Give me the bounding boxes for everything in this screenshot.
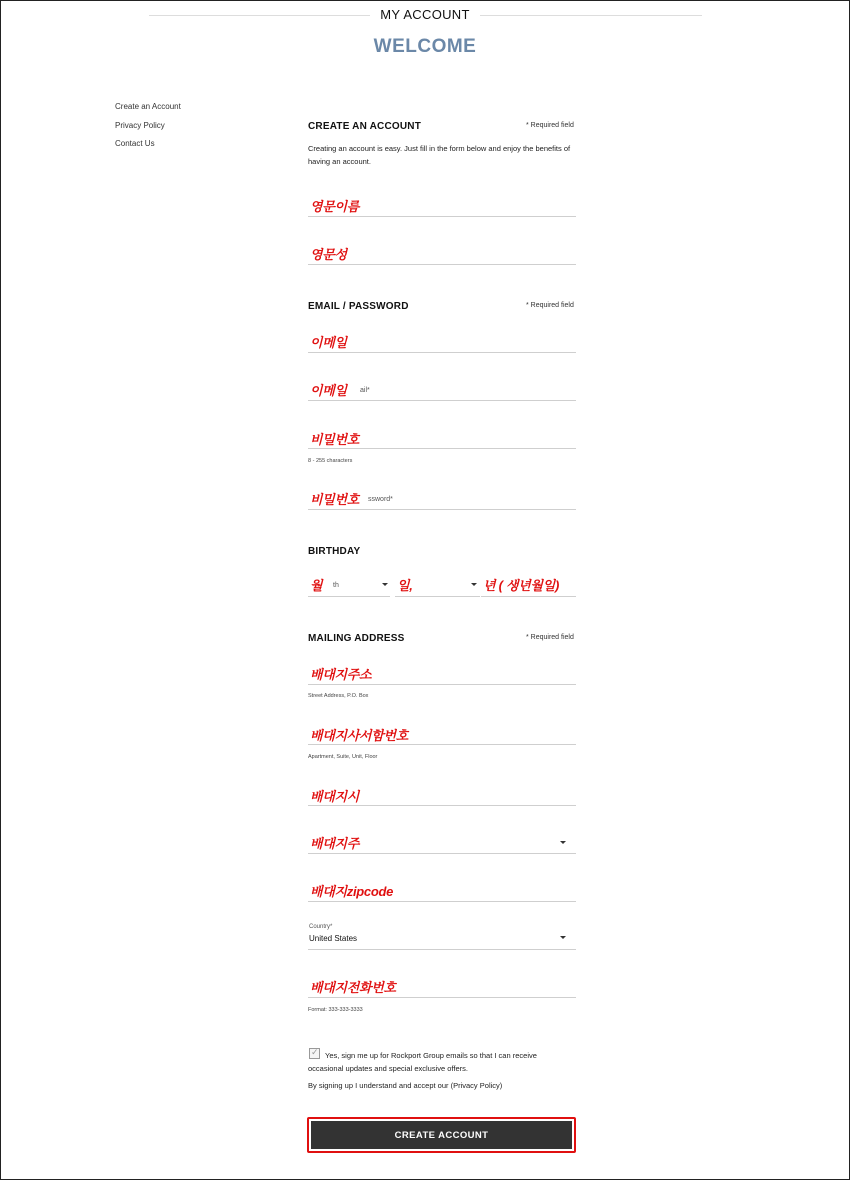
checkmark-icon: ✓ bbox=[311, 1047, 319, 1057]
state-annotation: 배대지주 bbox=[310, 836, 360, 851]
last-name-field[interactable] bbox=[308, 240, 576, 265]
street-address-field[interactable] bbox=[308, 660, 576, 685]
first-name-annotation: 영문이름 bbox=[310, 199, 360, 214]
page-title-text: MY ACCOUNT bbox=[370, 7, 479, 22]
state-select[interactable] bbox=[308, 829, 576, 854]
email-field[interactable] bbox=[308, 327, 576, 353]
confirm-email-annotation: 이메일 bbox=[310, 383, 347, 398]
birth-year-annotation: 년 ( 생년월일) bbox=[483, 578, 559, 593]
privacy-terms-text: By signing up I understand and accept our (Privacy Policy) bbox=[308, 1081, 503, 1090]
welcome-heading: WELCOME bbox=[373, 36, 477, 57]
create-account-button[interactable]: CREATE ACCOUNT bbox=[311, 1121, 572, 1149]
apartment-annotation: 배대지사서함번호 bbox=[310, 728, 409, 743]
mailing-address-heading: MAILING ADDRESS bbox=[308, 633, 405, 644]
last-name-annotation: 영문성 bbox=[310, 247, 347, 262]
confirm-password-field[interactable] bbox=[308, 485, 576, 510]
required-note: * Required field bbox=[526, 122, 574, 129]
apartment-hint: Apartment, Suite, Unit, Floor bbox=[308, 754, 378, 760]
street-address-hint: Street Address, P.O. Box bbox=[308, 693, 369, 699]
birth-month-annotation: 월 bbox=[310, 578, 323, 593]
city-annotation: 배대지시 bbox=[310, 789, 360, 804]
chevron-down-icon bbox=[471, 583, 477, 586]
apartment-field[interactable] bbox=[308, 721, 576, 745]
confirm-password-label: ssword* bbox=[368, 496, 393, 503]
password-field[interactable] bbox=[308, 424, 576, 449]
birth-day-select[interactable] bbox=[395, 572, 480, 597]
zip-code-field[interactable] bbox=[308, 877, 576, 902]
sidenav-privacy-policy[interactable]: Privacy Policy bbox=[115, 120, 165, 130]
street-address-annotation: 배대지주소 bbox=[310, 667, 372, 682]
create-account-button-highlight bbox=[307, 1117, 576, 1153]
email-optin-text: Yes, sign me up for Rockport Group emails so that I can receive occasional updates and special exclusive offers. bbox=[308, 1051, 537, 1073]
confirm-password-annotation: 비밀번호 bbox=[310, 492, 360, 507]
phone-hint: Format: 333-333-3333 bbox=[308, 1007, 363, 1013]
city-field[interactable] bbox=[308, 781, 576, 806]
birth-year-select[interactable] bbox=[481, 572, 576, 597]
email-annotation: 이메일 bbox=[310, 335, 347, 350]
confirm-email-field[interactable] bbox=[308, 375, 576, 401]
phone-annotation: 배대지전화번호 bbox=[310, 980, 396, 995]
chevron-down-icon bbox=[560, 841, 566, 844]
password-annotation: 비밀번호 bbox=[310, 432, 360, 447]
first-name-field[interactable] bbox=[308, 192, 576, 217]
sidenav-contact-us[interactable]: Contact Us bbox=[115, 139, 155, 148]
required-note: * Required field bbox=[526, 302, 574, 309]
country-value: United States bbox=[309, 934, 358, 943]
confirm-email-label: ail* bbox=[360, 387, 370, 394]
birth-day-annotation: 일, bbox=[397, 578, 413, 593]
account-sidenav bbox=[115, 102, 181, 158]
create-account-intro: Creating an account is easy. Just fill in the form below and enjoy the benefits of having an account. bbox=[308, 144, 571, 166]
birth-month-select[interactable] bbox=[308, 572, 390, 597]
page-title bbox=[0, 7, 850, 22]
birth-month-label: th bbox=[333, 582, 339, 589]
country-label: Country* bbox=[309, 924, 333, 930]
chevron-down-icon bbox=[560, 936, 566, 939]
birthday-heading: BIRTHDAY bbox=[308, 546, 361, 557]
required-note: * Required field bbox=[526, 634, 574, 641]
zip-code-annotation: 배대지zipcode bbox=[310, 884, 394, 899]
email-password-heading: EMAIL / PASSWORD bbox=[308, 301, 409, 312]
sidenav-create-account[interactable]: Create an Account bbox=[115, 102, 181, 111]
create-account-heading: CREATE AN ACCOUNT bbox=[308, 121, 422, 132]
country-select[interactable] bbox=[308, 922, 576, 950]
phone-field[interactable] bbox=[308, 973, 576, 998]
password-hint: 8 - 255 characters bbox=[308, 458, 353, 464]
chevron-down-icon bbox=[382, 583, 388, 586]
